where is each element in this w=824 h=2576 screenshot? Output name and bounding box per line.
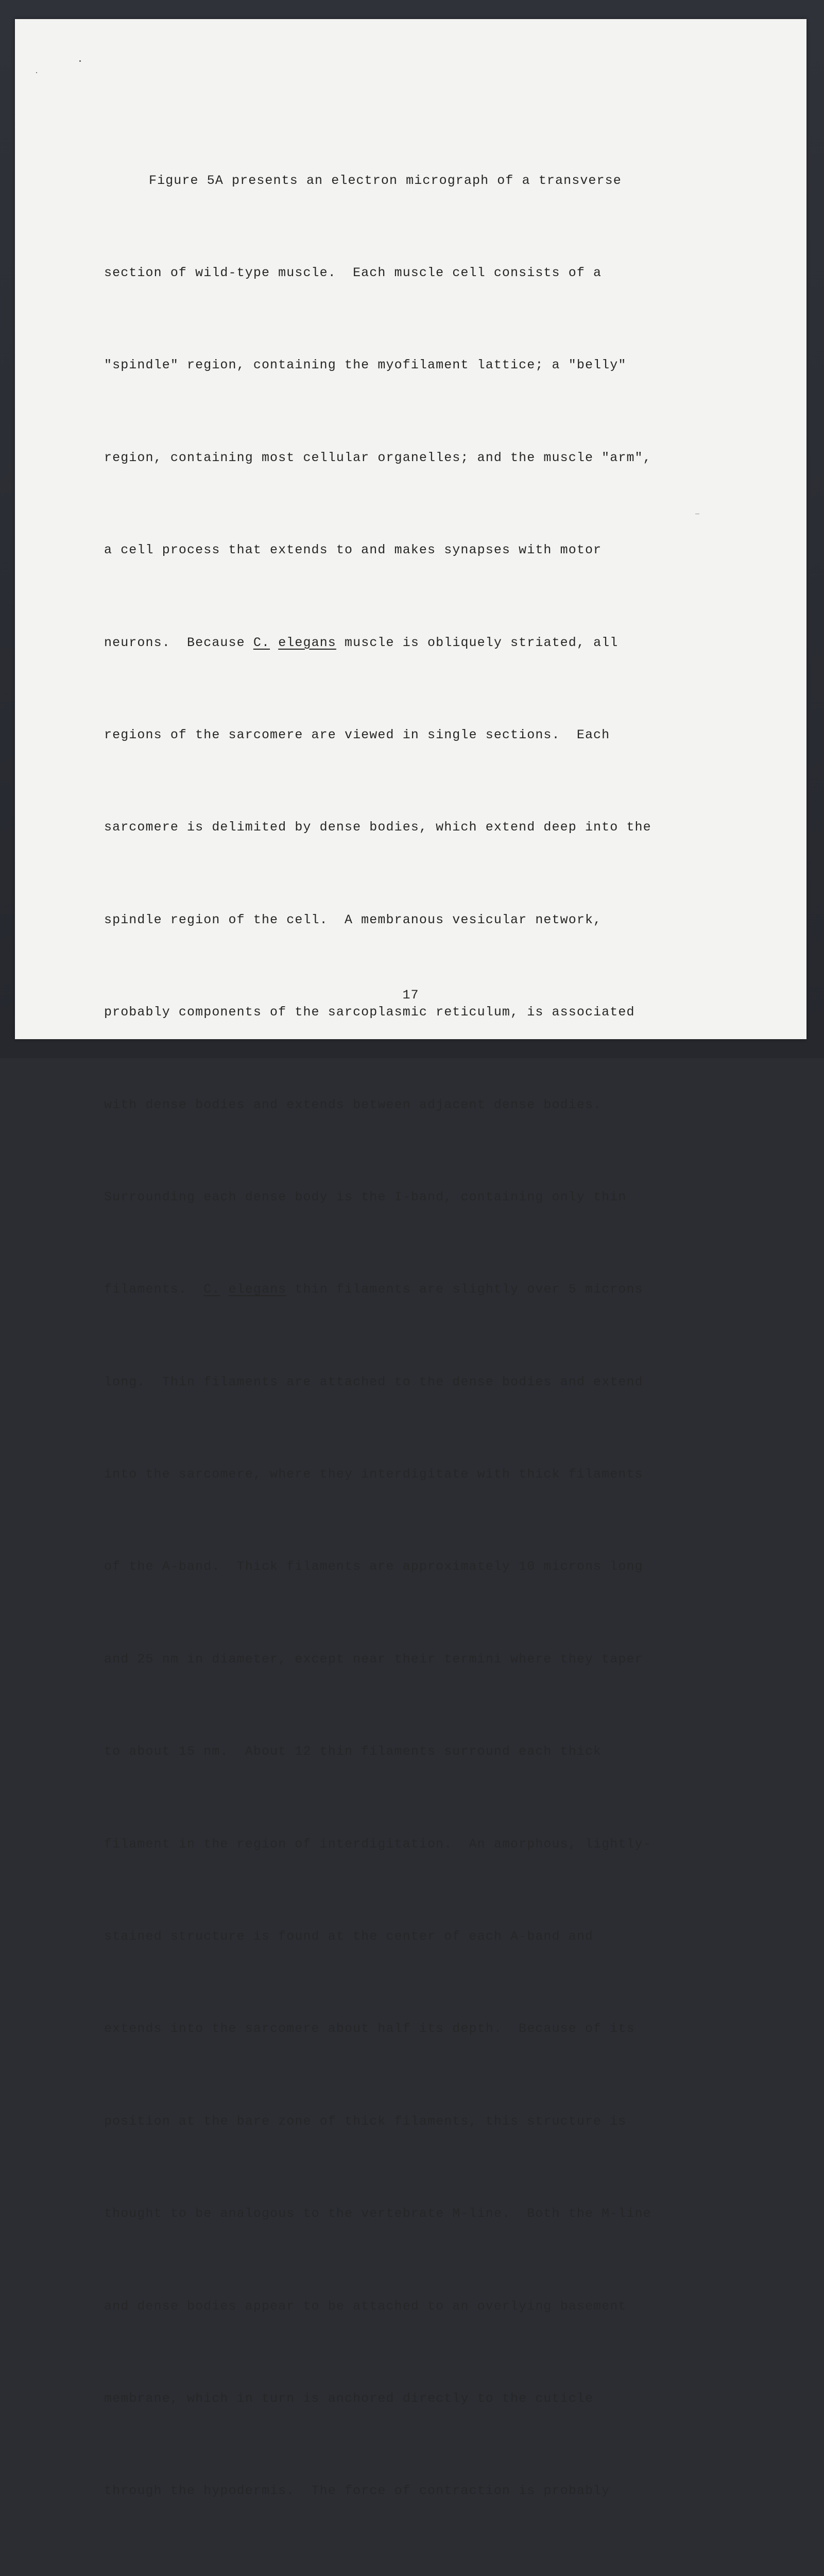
text-line: regions of the sarcomere are viewed in single sections. Each <box>104 727 610 742</box>
body-text <box>104 104 743 2576</box>
text-line: position at the bare zone of thick filaments, this structure is <box>104 2113 627 2129</box>
text-line: filament in the region of interdigitation. An amorphous, lightly- <box>104 1836 651 1852</box>
text-line: membrane, which in turn is anchored directly to the cuticle <box>104 2391 594 2406</box>
text-line: through the hypodermis. The force of contraction is probably <box>104 2483 610 2499</box>
text-line: thought to be analogous to the vertebrate M-line. Both the M-line <box>104 2206 651 2222</box>
text-line: sarcomere is delimited by dense bodies, which extend deep into the <box>104 820 651 835</box>
page-number: 17 <box>402 988 419 1003</box>
text-line: region, containing most cellular organelles; and the muscle "arm", <box>104 450 651 465</box>
text-line: spindle region of the cell. A membranous vesicular network, <box>104 912 602 927</box>
text-line: extends into the sarcomere about half its depth. Because of its <box>104 2021 635 2037</box>
text-line: neurons. Because C. elegans muscle is obliquely striated, all <box>104 635 619 650</box>
text-line: Figure 5A presents an electron micrograph of a transverse <box>149 173 622 188</box>
text-line: probably components of the sarcoplasmic reticulum, is associated <box>104 1005 635 1020</box>
species-name: elegans <box>228 1282 287 1297</box>
genus-abbreviation: C. <box>203 1282 220 1297</box>
text-line <box>104 2568 743 2576</box>
species-name: elegans <box>278 635 336 650</box>
ink-speck <box>36 72 37 73</box>
text-line: and 25 nm in diameter, except near their termini where they taper <box>104 1651 643 1667</box>
genus-abbreviation: C. <box>253 635 270 650</box>
text-line: of the A-band. Thick filaments are approximately 10 microns long <box>104 1559 643 1574</box>
text-line: stained structure is found at the center of each A-band and <box>104 1929 594 1944</box>
text-line: section of wild-type muscle. Each muscle cell consists of a <box>104 265 602 280</box>
paper-page <box>15 19 806 2499</box>
text-line: long. Thin filaments are attached to the dense bodies and extend <box>104 1374 643 1389</box>
text-line: "spindle" region, containing the myofilament lattice; a "belly" <box>104 358 627 373</box>
ink-speck <box>79 60 81 62</box>
text-line: into the sarcomere, where they interdigitate with thick filaments <box>104 1467 643 1482</box>
text-line: Surrounding each dense body is the I-band, containing only thin <box>104 1189 627 1205</box>
text-line: filaments. C. elegans thin filaments are slightly over 5 microns <box>104 1282 643 1297</box>
text-line: to about 15 nm. About 12 thin filaments surround each thick <box>104 1744 602 1759</box>
text-line: with dense bodies and extends between adjacent dense bodies. <box>104 1097 602 1112</box>
text-line: a cell process that extends to and makes synapses with motor <box>104 543 602 558</box>
text-line: and dense bodies appear to be attached to an overlying basement <box>104 2298 627 2314</box>
